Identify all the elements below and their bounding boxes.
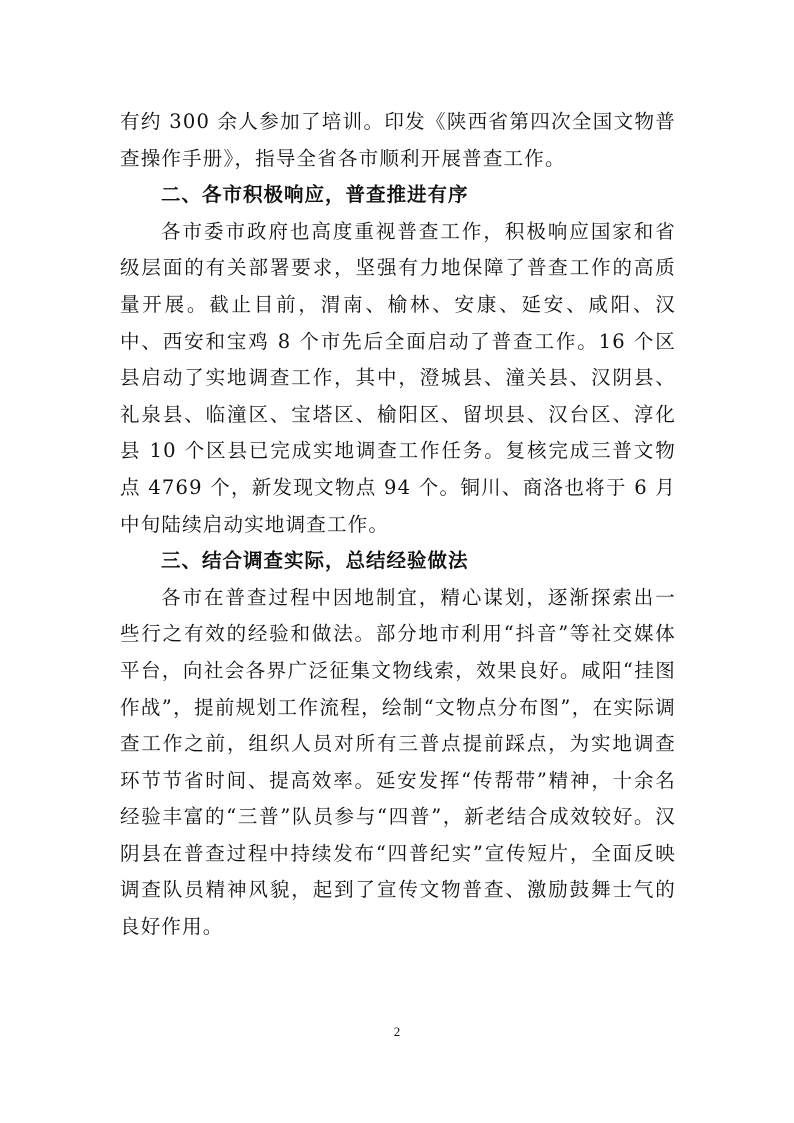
paragraph-experience: 各市在普查过程中因地制宜，精心谋划，逐渐探索出一些行之有效的经验和做法。部分地市利用“抖音”等社交媒体平台，向社会各界广泛征集文物线索，效果良好。咸阳“挂图作战”，提前规划工作流程，绘制“文物点分布图”，在实际调查工作之前，组织人员对所有三普点提前踩点，为实地调查环节节省时间、提高效率。延安发挥“传帮带”精神，十余名经验丰富的“三普”队员参与“四普”，新老结合成效较好。汉阴县在普查过程中持续发布“四普纪实”宣传短片，全面反映调查队员精神风貌，起到了宣传文物普查、激励鼓舞士气的良好作用。 [120,585,676,939]
section-heading-2: 二、各市积极响应，普查推进有序 [161,183,469,207]
document-body [120,104,676,946]
paragraph-city-response: 各市委市政府也高度重视普查工作，积极响应国家和省级层面的有关部署要求，坚强有力地保障了普查工作的高质量开展。截止目前，渭南、榆林、安康、延安、咸阳、汉中、西安和宝鸡 8 个市先后全面启动了普查工作。16 个区县启动了实地调查工作，其中，澄城县、潼关县、汉阴县、礼泉县、临潼区、宝塔区、榆阳区、留坝县、汉台区、淳化县 10 个区县已完成实地调查工作任务。复核完成三普文物点 4769 个，新发现文物点 94 个。铜川、商洛也将于 6 月中旬陆续启动实地调查工作。 [120,219,676,536]
section-heading-3: 三、结合调查实际，总结经验做法 [161,549,469,573]
paragraph-training-summary: 有约 300 余人参加了培训。印发《陕西省第四次全国文物普查操作手册》，指导全省各市顺利开展普查工作。 [120,110,676,170]
page-number: 2 [393,1024,401,1039]
